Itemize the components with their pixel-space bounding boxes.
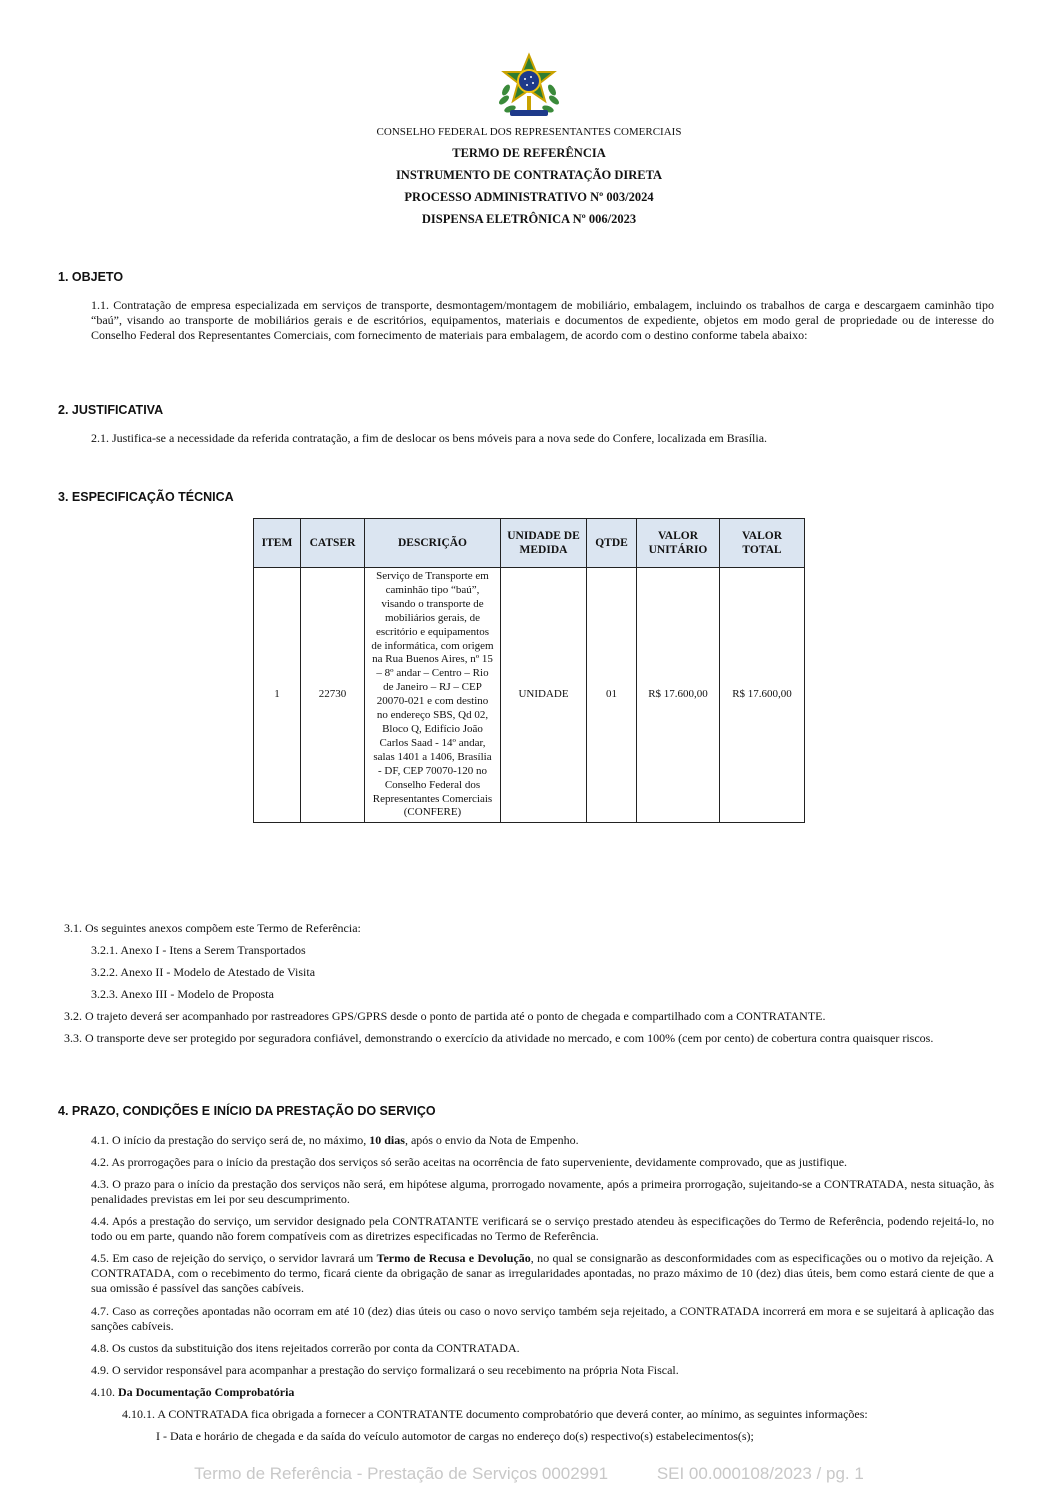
paragraph-4-1-tail: , após o envio da Nota de Empenho. <box>404 1133 579 1147</box>
header-unidade-medida: UNIDADE DE MEDIDA <box>501 519 587 568</box>
cell-unidade: UNIDADE <box>501 568 587 823</box>
paragraph-4-10-1: 4.10.1. A CONTRATADA fica obrigada a fornecer a CONTRATANTE documento comprobatório que deverá conter, ao mínimo, as seguintes informações: <box>122 1407 868 1421</box>
table-header-row <box>254 519 805 568</box>
header-valor-total: VALOR TOTAL <box>720 519 805 568</box>
cell-valor-unitario: R$ 17.600,00 <box>637 568 720 823</box>
cell-item: 1 <box>254 568 301 823</box>
section-objeto-title: 1. OBJETO <box>58 270 124 284</box>
paragraph-3-2: 3.2. O trajeto deverá ser acompanhado por rastreadores GPS/GPRS desde o ponto de partida até o ponto de chegada e compartilhado com a CONTRATANTE. <box>64 1009 826 1023</box>
paragraph-4-1-text: 4.1. O início da prestação do serviço será de, no máximo, <box>91 1133 370 1147</box>
header-item: ITEM <box>254 519 301 568</box>
paragraph-4-5-bold: Termo de Recusa e Devolução <box>376 1251 531 1265</box>
footer-document-label: Termo de Referência - Prestação de Serviços 0002991 <box>194 1464 609 1483</box>
section-especificacao-title: 3. ESPECIFICAÇÃO TÉCNICA <box>58 490 234 504</box>
cell-qtde: 01 <box>587 568 637 823</box>
paragraph-3-3: 3.3. O transporte deve ser protegido por seguradora confiável, demonstrando o exercício da atividade no mercado, e com 100% (cem por cento) de cobertura contra quaisquer riscos. <box>64 1031 934 1045</box>
cell-descricao: Serviço de Transporte em caminhão tipo “baú”, visando o transporte de mobiliários gerais, de escritório e equipamentos de informática, com origem na Rua Buenos Aires, nº 15 – 8º andar – Centro – Rio de Janeiro – RJ – CEP 20070-021 e com destino no endereço SBS, Qd 02, Bloco Q, Edifício João Carlos Saad - 14º andar, salas 1401 a 1406, Brasília - DF, CEP 70070-120 no Conselho Federal dos Representantes Comerciais (CONFERE) <box>365 568 501 823</box>
paragraph-4-10 <box>91 1385 994 1400</box>
specification-table <box>253 518 805 823</box>
paragraph-3-1: 3.1. Os seguintes anexos compõem este Termo de Referência: <box>64 921 361 935</box>
paragraph-4-4: 4.4. Após a prestação do serviço, um servidor designado pela CONTRATANTE verificará se o serviço prestado atendeu às especificações do Termo de Referência, podendo rejeitá-lo, no todo ou em parte, quando não forem compatíveis com as diretrizes especificadas no Termo de Referência. <box>91 1214 994 1243</box>
section-justificativa-title: 2. JUSTIFICATIVA <box>58 403 164 417</box>
page-footer <box>0 1464 1058 1484</box>
cell-catser: 22730 <box>301 568 365 823</box>
paragraph-4-5-tail: , no qual se consignarão as desconformidades com as especificações ou o motivo da rejeição. A CONTRATADA, com o recebimento do termo, ficará ciente da obrigação de sanar as irregularidades apontadas, no prazo máximo de 10 (dez) dias úteis, bem como estará ciente de que a sua omissão é passível das sanções cabíveis. <box>91 1251 994 1295</box>
brazil-coat-of-arms-icon <box>494 52 564 122</box>
footer-sei-page: SEI 00.000108/2023 / pg. 1 <box>656 1464 864 1483</box>
header-qtde: QTDE <box>587 519 637 568</box>
cell-valor-total: R$ 17.600,00 <box>720 568 805 823</box>
organization-name: CONSELHO FEDERAL DOS REPRESENTANTES COMERCIAIS <box>376 126 682 138</box>
dispensa-number: DISPENSA ELETRÔNICA Nº 006/2023 <box>421 212 637 226</box>
paragraph-4-10-title: Da Documentação Comprobatória <box>118 1385 295 1399</box>
document-subtitle: INSTRUMENTO DE CONTRATAÇÃO DIRETA <box>395 168 663 182</box>
process-number: PROCESSO ADMINISTRATIVO Nº 003/2024 <box>404 190 654 204</box>
paragraph-3-2-1: 3.2.1. Anexo I - Itens a Serem Transportados <box>91 943 306 957</box>
paragraph-4-5-text: 4.5. Em caso de rejeição do serviço, o servidor lavrará um <box>91 1251 377 1265</box>
header-descricao: DESCRIÇÃO <box>365 519 501 568</box>
paragraph-4-9: 4.9. O servidor responsável para acompanhar a prestação do serviço formalizará o seu recebimento na própria Nota Fiscal. <box>91 1363 679 1377</box>
header-valor-unitario: VALOR UNITÁRIO <box>637 519 720 568</box>
paragraph-4-2: 4.2. As prorrogações para o início da prestação dos serviços só serão aceitas na ocorrência de fato superveniente, devidamente comprovado, que as justifique. <box>91 1155 848 1169</box>
paragraph-4-10-number: 4.10. <box>91 1385 118 1399</box>
paragraph-3-2-3: 3.2.3. Anexo III - Modelo de Proposta <box>91 987 274 1001</box>
paragraph-4-8: 4.8. Os custos da substituição dos itens rejeitados correrão por conta da CONTRATADA. <box>91 1341 520 1355</box>
paragraph-4-7: 4.7. Caso as correções apontadas não ocorram em até 10 (dez) dias úteis ou caso o novo serviço também seja rejeitado, a CONTRATADA incorrerá em mora e se sujeitará à aplicação das sanções cabíveis. <box>91 1304 994 1333</box>
paragraph-item-i: I - Data e horário de chegada e da saída do veículo automotor de cargas no endereço do(s) respectivo(s) estabelecimentos(s); <box>156 1429 754 1443</box>
paragraph-4-5 <box>91 1251 994 1296</box>
paragraph-3-2-2: 3.2.2. Anexo II - Modelo de Atestado de Visita <box>91 965 316 979</box>
table-row <box>254 568 805 823</box>
header-catser: CATSER <box>301 519 365 568</box>
document-title: TERMO DE REFERÊNCIA <box>452 146 606 160</box>
section-prazo-title: 4. PRAZO, CONDIÇÕES E INÍCIO DA PRESTAÇÃO DO SERVIÇO <box>58 1104 436 1118</box>
paragraph-4-3: 4.3. O prazo para o início da prestação dos serviços não será, em hipótese alguma, prorrogado novamente, após a primeira prorrogação, sujeitando-se a CONTRATADA, nesta situação, às penalidades previstas em lei por seu descumprimento. <box>91 1177 994 1206</box>
paragraph-4-1-bold: 10 dias <box>369 1133 405 1147</box>
paragraph-2-1: 2.1. Justifica-se a necessidade da referida contratação, a fim de deslocar os bens móveis para a nova sede do Confere, localizada em Brasília. <box>91 431 768 445</box>
paragraph-1-1: 1.1. Contratação de empresa especializada em serviços de transporte, desmontagem/montagem de mobiliário, embalagem, incluindo os trabalhos de carga e descargaem caminhão tipo “baú”, visando ao transporte de mobiliários gerais e de escritórios, equipamentos, materiais e documentos de expediente, objetos em modo geral de propriedade ou de interesse do Conselho Federal dos Representantes Comerciais, com fornecimento de materiais para embalagem, de acordo com o destino conforme tabela abaixo: <box>91 298 994 342</box>
paragraph-4-1 <box>91 1133 994 1148</box>
